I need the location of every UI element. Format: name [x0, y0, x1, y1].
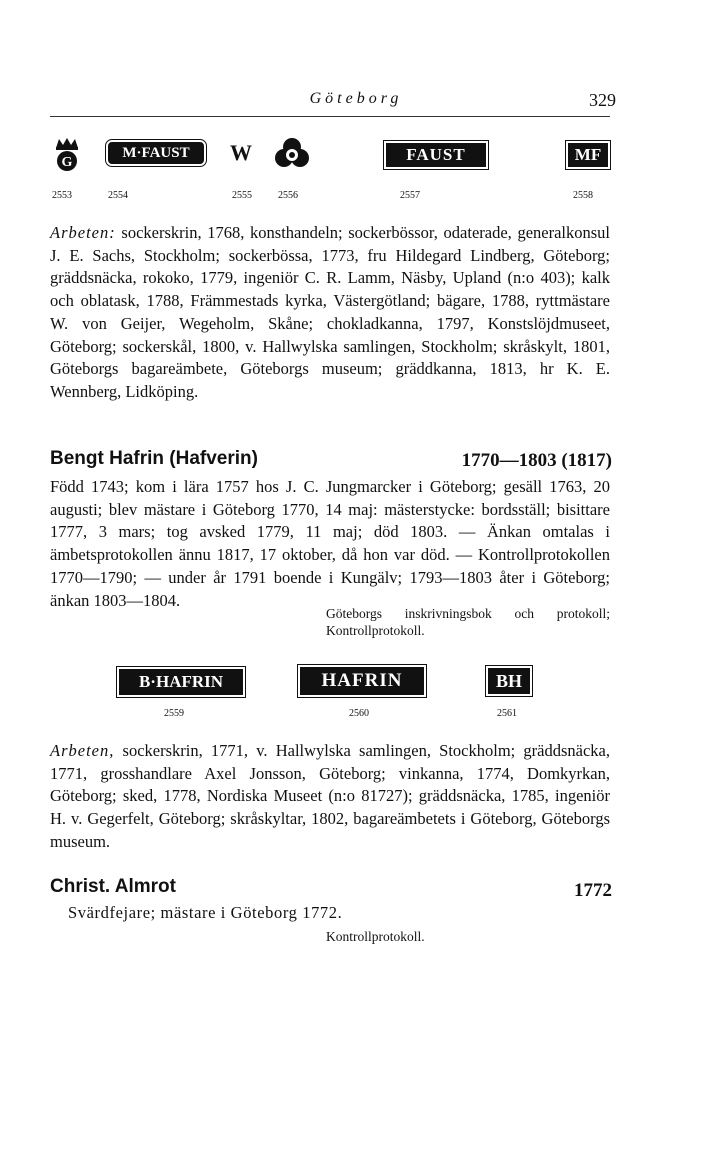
maker-name: Bengt Hafrin (Hafverin) — [50, 448, 258, 469]
mark-number: 2553 — [52, 190, 72, 201]
w-letter-mark: W — [230, 140, 252, 165]
hallmark-stamp: HAFRIN — [300, 667, 424, 695]
works-lead: Arbeten: — [50, 223, 116, 242]
works-text: sockerskrin, 1771, v. Hallwylska samlingen, Stockholm; gräddsnäcka, 1771, grosshandlare Axel Jonsson, Göteborg; vinkanna, 1774, Domkyrkan, Göteborg; sked, 1778, Nordiska Museet (n:o 81727); gräddsnäcka, 1785, ingeniör H. v. Gegerfelt, Göteborg; skråskyltar, 1802, bagareämbetets i Göteborg, Göteborgs museum. — [50, 741, 611, 851]
hallmark-stamp: BH — [488, 668, 530, 694]
hallmark-stamp: FAUST — [386, 143, 486, 167]
source-reference: Göteborgs inskrivningsbok och protokoll; Kontrollprotokoll. — [326, 606, 610, 638]
maker-years: 1772 — [574, 880, 612, 901]
hallmark-stamp: B·HAFRIN — [119, 669, 243, 695]
running-header-title: Göteborg — [309, 90, 403, 107]
mark-number: 2559 — [164, 708, 184, 719]
works-lead: Arbeten, — [50, 741, 115, 760]
mark-number: 2558 — [573, 190, 593, 201]
hallmark-stamp: MF — [568, 143, 608, 167]
maker-name: Christ. Almrot — [50, 876, 176, 897]
mark-number: 2554 — [108, 190, 128, 201]
works-paragraph — [50, 740, 610, 854]
mark-number: 2561 — [497, 708, 517, 719]
hallmark-stamp: M·FAUST — [108, 142, 204, 164]
crown-g-mark-icon — [52, 136, 82, 172]
works-text: sockerskrin, 1768, konsthandeln; sockerbössor, odaterade, generalkonsul J. E. Sachs, Stockholm; sockerbössa, 1773, fru Hildegard Lindberg, Göteborg; gräddsnäcka, rokoko, 1779, ingeniör C. R. Lamm, Näsby, Upland (n:o 403); kalk och oblatask, 1788, Främmestads kyrka, Västergötland; bägare, 1788, ryttmästare W. von Geijer, Wegeholm, Skåne; chokladkanna, 1797, Konstslöjdmuseet, Göteborg; sockerskål, 1800, v. Hallwylska samlingen, Stockholm; skråskylt, 1801, Göteborgs bagareämbete, Göteborgs museum; gräddkanna, 1813, hr K. E. Wennberg, Lidköping. — [50, 223, 611, 401]
header-rule — [50, 116, 610, 117]
maker-biography: Svärdfejare; mästare i Göteborg 1772. — [68, 903, 343, 922]
svg-text:G: G — [61, 155, 73, 170]
maker-years: 1770—1803 (1817) — [461, 450, 612, 471]
source-reference: Kontrollprotokoll. — [326, 929, 425, 944]
mark-number: 2560 — [349, 708, 369, 719]
mark-number: 2557 — [400, 190, 420, 201]
mark-number: 2556 — [278, 190, 298, 201]
rosette-mark-icon — [272, 134, 312, 174]
page-number: 329 — [589, 90, 616, 110]
mark-number: 2555 — [232, 190, 252, 201]
maker-biography: Född 1743; kom i lära 1757 hos J. C. Jungmarcker i Göteborg; gesäll 1763, 20 augusti; blev mästare i Göteborg 1770, 14 maj: mästerstycke: bordsställ; bisittare 1777, 3 mars; tog avsked 1779, 11 maj; död 1803. — Änkan omtalas i ämbetsprotokollen ännu 1817, 17 oktober, då hon var död. — Kontrollprotokollen 1770—1790; — under år 1791 boende i Kungälv; 1793—1803 åter i Göteborg; änkan 1803—1804. — [50, 477, 610, 610]
works-paragraph — [50, 222, 610, 404]
